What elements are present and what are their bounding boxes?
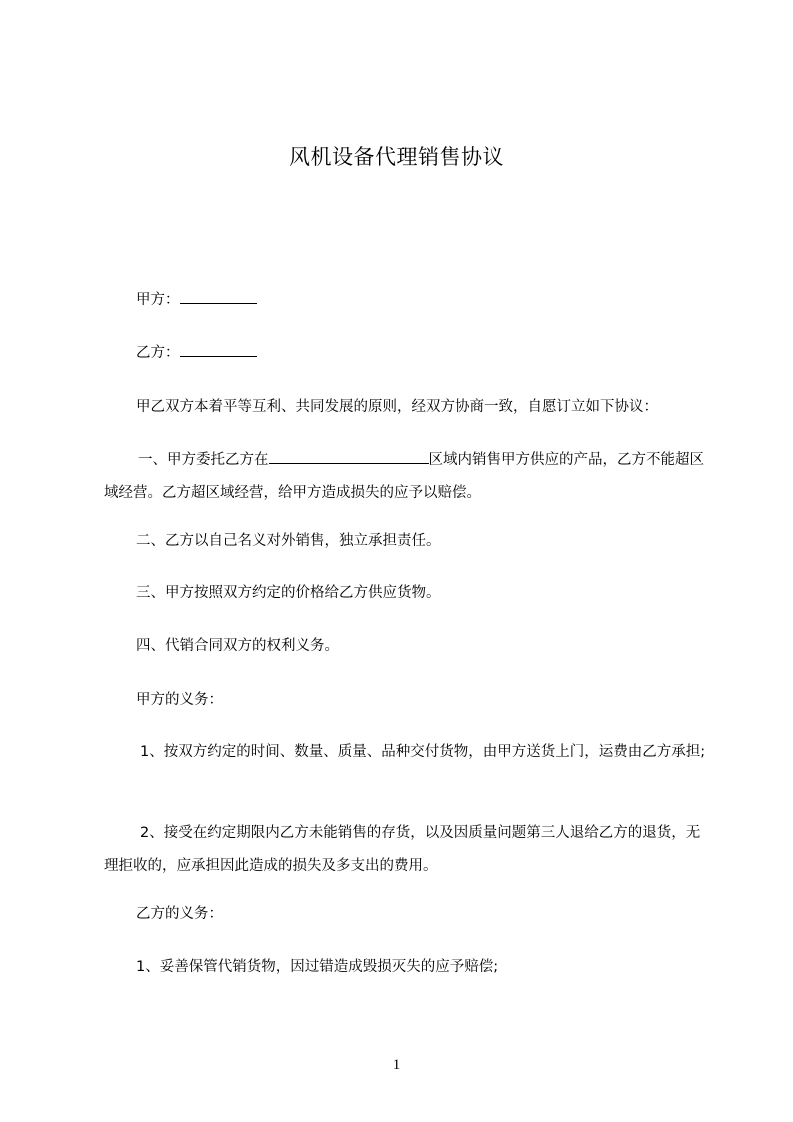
party-b-line [104,337,712,370]
clause-4: 四、代销合同双方的权利义务。 [136,638,339,654]
page-number: 1 [392,1057,401,1073]
document-title: 风机设备代理销售协议 [289,145,504,169]
party-b-blank [180,342,257,357]
party-b-label: 乙方： [136,345,180,361]
party-b-duty-1: 1、妥善保管代销货物，因过错造成毁损灭失的应予赔偿; [136,959,499,975]
clause-1 [104,444,712,510]
party-a-blank [180,289,257,304]
party-a-line [104,284,712,317]
party-b-duties-heading: 乙方的义务： [136,906,223,922]
clause-1-text-a: 一、甲方委托乙方在 [138,452,269,468]
region-blank [269,449,429,464]
clause-2: 二、乙方以自己名义对外销售，独立承担责任。 [136,533,441,549]
party-a-duty-2: 2、接受在约定期限内乙方未能销售的存货，以及因质量问题第三人退给乙方的退货，无理拒收的，应承担因此造成的损失及多支出的费用。 [104,825,701,874]
party-a-label: 甲方： [136,292,180,308]
clause-3: 三、甲方按照双方约定的价格给乙方供应货物。 [136,585,441,601]
intro-paragraph: 甲乙双方本着平等互利、共同发展的原则，经双方协商一致，自愿订立如下协议： [136,399,658,415]
clause-1-text-b: 区域内销售甲方供应的产品，乙方不能超区域经营。乙方超区域经营，给甲方造成损失的应予以赔偿。 [104,452,704,501]
party-a-duty-1: 1、按双方约定的时间、数量、质量、品种交付货物，由甲方送货上门，运费由乙方承担; [140,744,706,760]
party-a-duties-heading: 甲方的义务： [136,692,223,708]
